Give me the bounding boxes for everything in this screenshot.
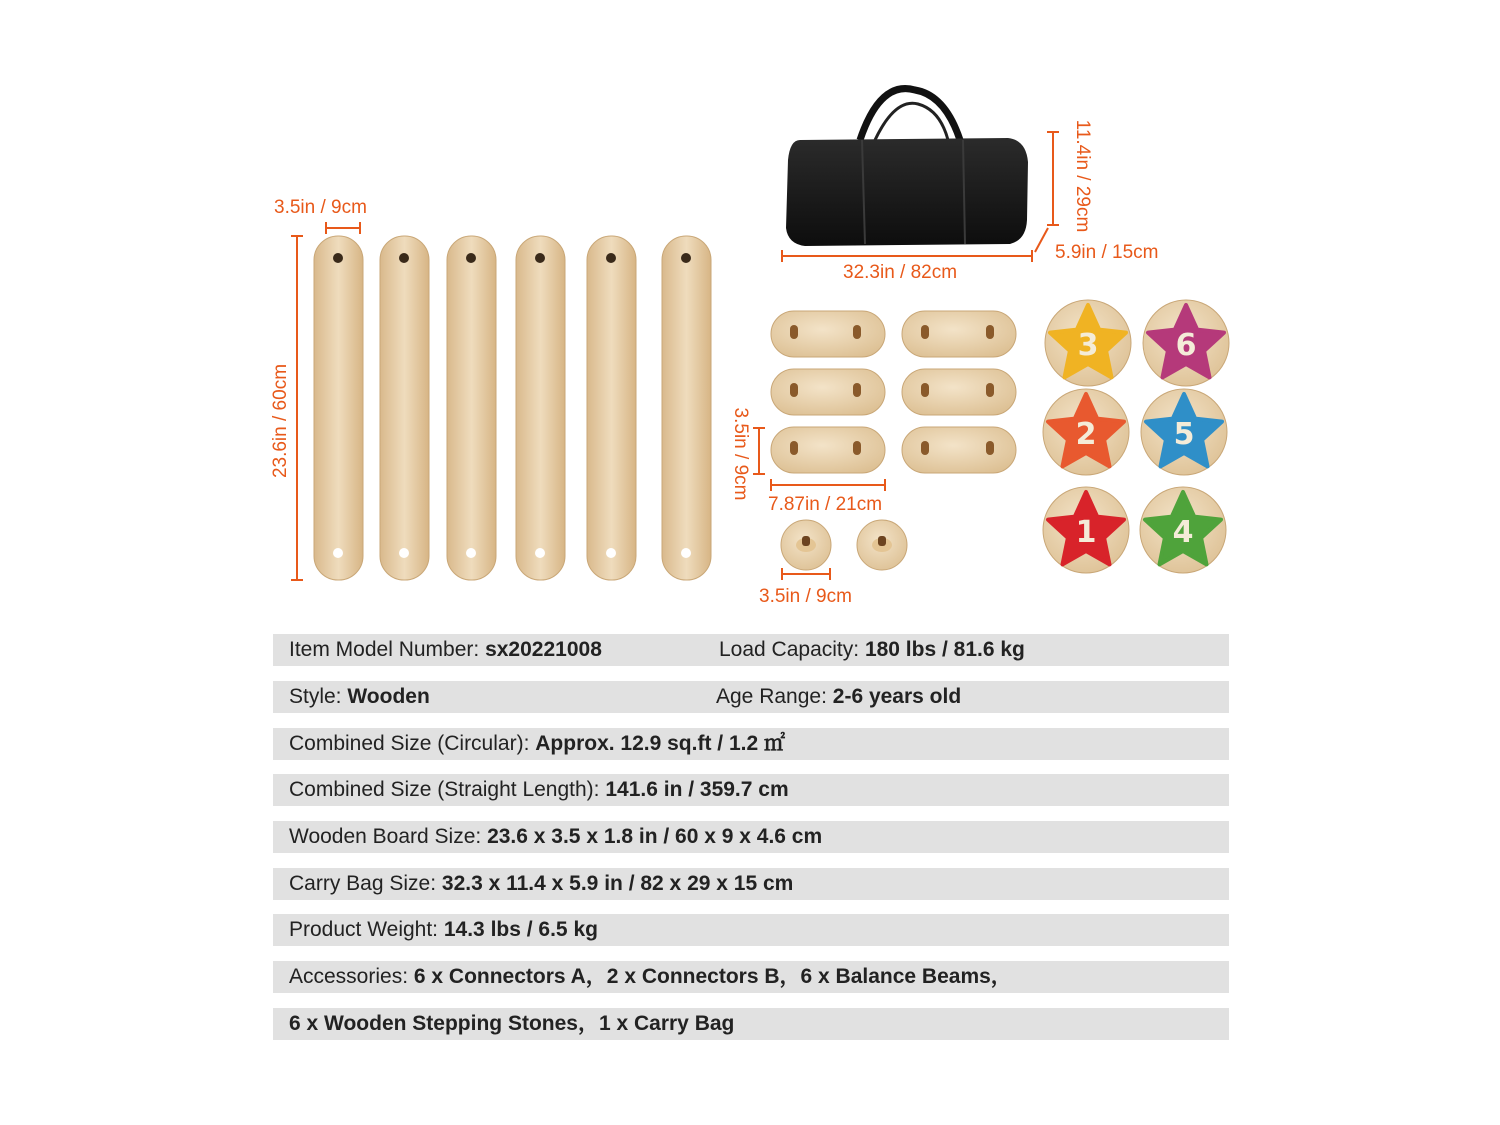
spec-value: 180 lbs / 81.6 kg: [864, 638, 1025, 661]
spec-value: 141.6 in / 359.7 cm: [605, 778, 789, 801]
stepping-stone: [1140, 487, 1226, 573]
spec-row-weight: [273, 914, 1229, 946]
spec-row-accessories: [273, 961, 1229, 993]
spec-value: 6 x Connectors A，2 x Connectors B，6 x Balance Beams，: [413, 965, 1012, 988]
connector-b: [857, 520, 907, 570]
bag-height-label: 11.4in / 29cm: [1072, 119, 1093, 233]
spec-label: Load Capacity:: [719, 638, 865, 661]
spec-row-style: [273, 681, 1229, 713]
stone-number: 1: [1075, 515, 1097, 550]
balance-beams: [314, 236, 711, 580]
stepping-stone: [1143, 300, 1229, 386]
spec-value: 6 x Wooden Stepping Stones，1 x Carry Bag: [289, 1012, 735, 1035]
spec-value: 32.3 x 11.4 x 5.9 in / 82 x 29 x 15 cm: [441, 872, 794, 895]
balance-beam: [587, 236, 636, 580]
stone-number: 3: [1077, 328, 1099, 363]
connector-a: [902, 369, 1016, 415]
connector-a: [771, 311, 885, 357]
balance-beam: [447, 236, 496, 580]
spec-value: Wooden: [347, 685, 430, 708]
spec-row-bag-size: [273, 868, 1229, 900]
connector-a: [902, 311, 1016, 357]
spec-label: Age Range:: [716, 685, 833, 708]
bag-length-label: 32.3in / 82cm: [843, 262, 958, 283]
spec-label: Carry Bag Size:: [289, 872, 442, 895]
spec-row-accessories-continued: [273, 1008, 1229, 1040]
spec-value: 14.3 lbs / 6.5 kg: [443, 918, 598, 941]
stepping-stone: [1043, 389, 1129, 475]
stone-number: 5: [1173, 417, 1195, 452]
stepping-stone: [1045, 300, 1131, 386]
stone-number: 2: [1075, 417, 1097, 452]
connector-b: [781, 520, 831, 570]
connectors-b: [781, 520, 907, 570]
spec-row-combined-circular: [273, 728, 1229, 760]
spec-value: sx20221008: [485, 638, 602, 661]
connector-a: [771, 427, 885, 473]
connector-b-width-label: 3.5in / 9cm: [759, 586, 852, 607]
balance-beam: [516, 236, 565, 580]
connector-a-height-label: 3.5in / 9cm: [730, 407, 751, 501]
stepping-stones: [1043, 300, 1229, 573]
spec-value: 2-6 years old: [832, 685, 962, 708]
stepping-stone: [1043, 487, 1129, 573]
spec-label: Combined Size (Straight Length):: [289, 778, 606, 801]
connector-a: [771, 369, 885, 415]
stone-number: 6: [1175, 328, 1197, 363]
spec-label: Item Model Number:: [289, 638, 486, 661]
board-length-label: 23.6in / 60cm: [270, 363, 291, 479]
board-width-label: 3.5in / 9cm: [274, 197, 367, 218]
balance-beam: [380, 236, 429, 580]
spec-row-board-size: [273, 821, 1229, 853]
bag-depth-label: 5.9in / 15cm: [1055, 242, 1159, 263]
spec-row-model: [273, 634, 1229, 666]
spec-label: Style:: [289, 685, 348, 708]
spec-row-combined-straight: [273, 774, 1229, 806]
connectors-a: [771, 311, 1016, 473]
spec-label: Wooden Board Size:: [289, 825, 488, 848]
stepping-stone: [1141, 389, 1227, 475]
spec-value: 23.6 x 3.5 x 1.8 in / 60 x 9 x 4.6 cm: [487, 825, 823, 848]
spec-value: Approx. 12.9 sq.ft / 1.2 ㎡: [535, 732, 785, 755]
connector-a: [902, 427, 1016, 473]
stone-number: 4: [1172, 515, 1194, 550]
carry-bag: [786, 89, 1028, 246]
connector-a-length-label: 7.87in / 21cm: [768, 494, 883, 515]
spec-label: Product Weight:: [289, 918, 444, 941]
balance-beam: [314, 236, 363, 580]
spec-label: Combined Size (Circular):: [289, 732, 536, 755]
spec-label: Accessories:: [289, 965, 414, 988]
balance-beam: [662, 236, 711, 580]
